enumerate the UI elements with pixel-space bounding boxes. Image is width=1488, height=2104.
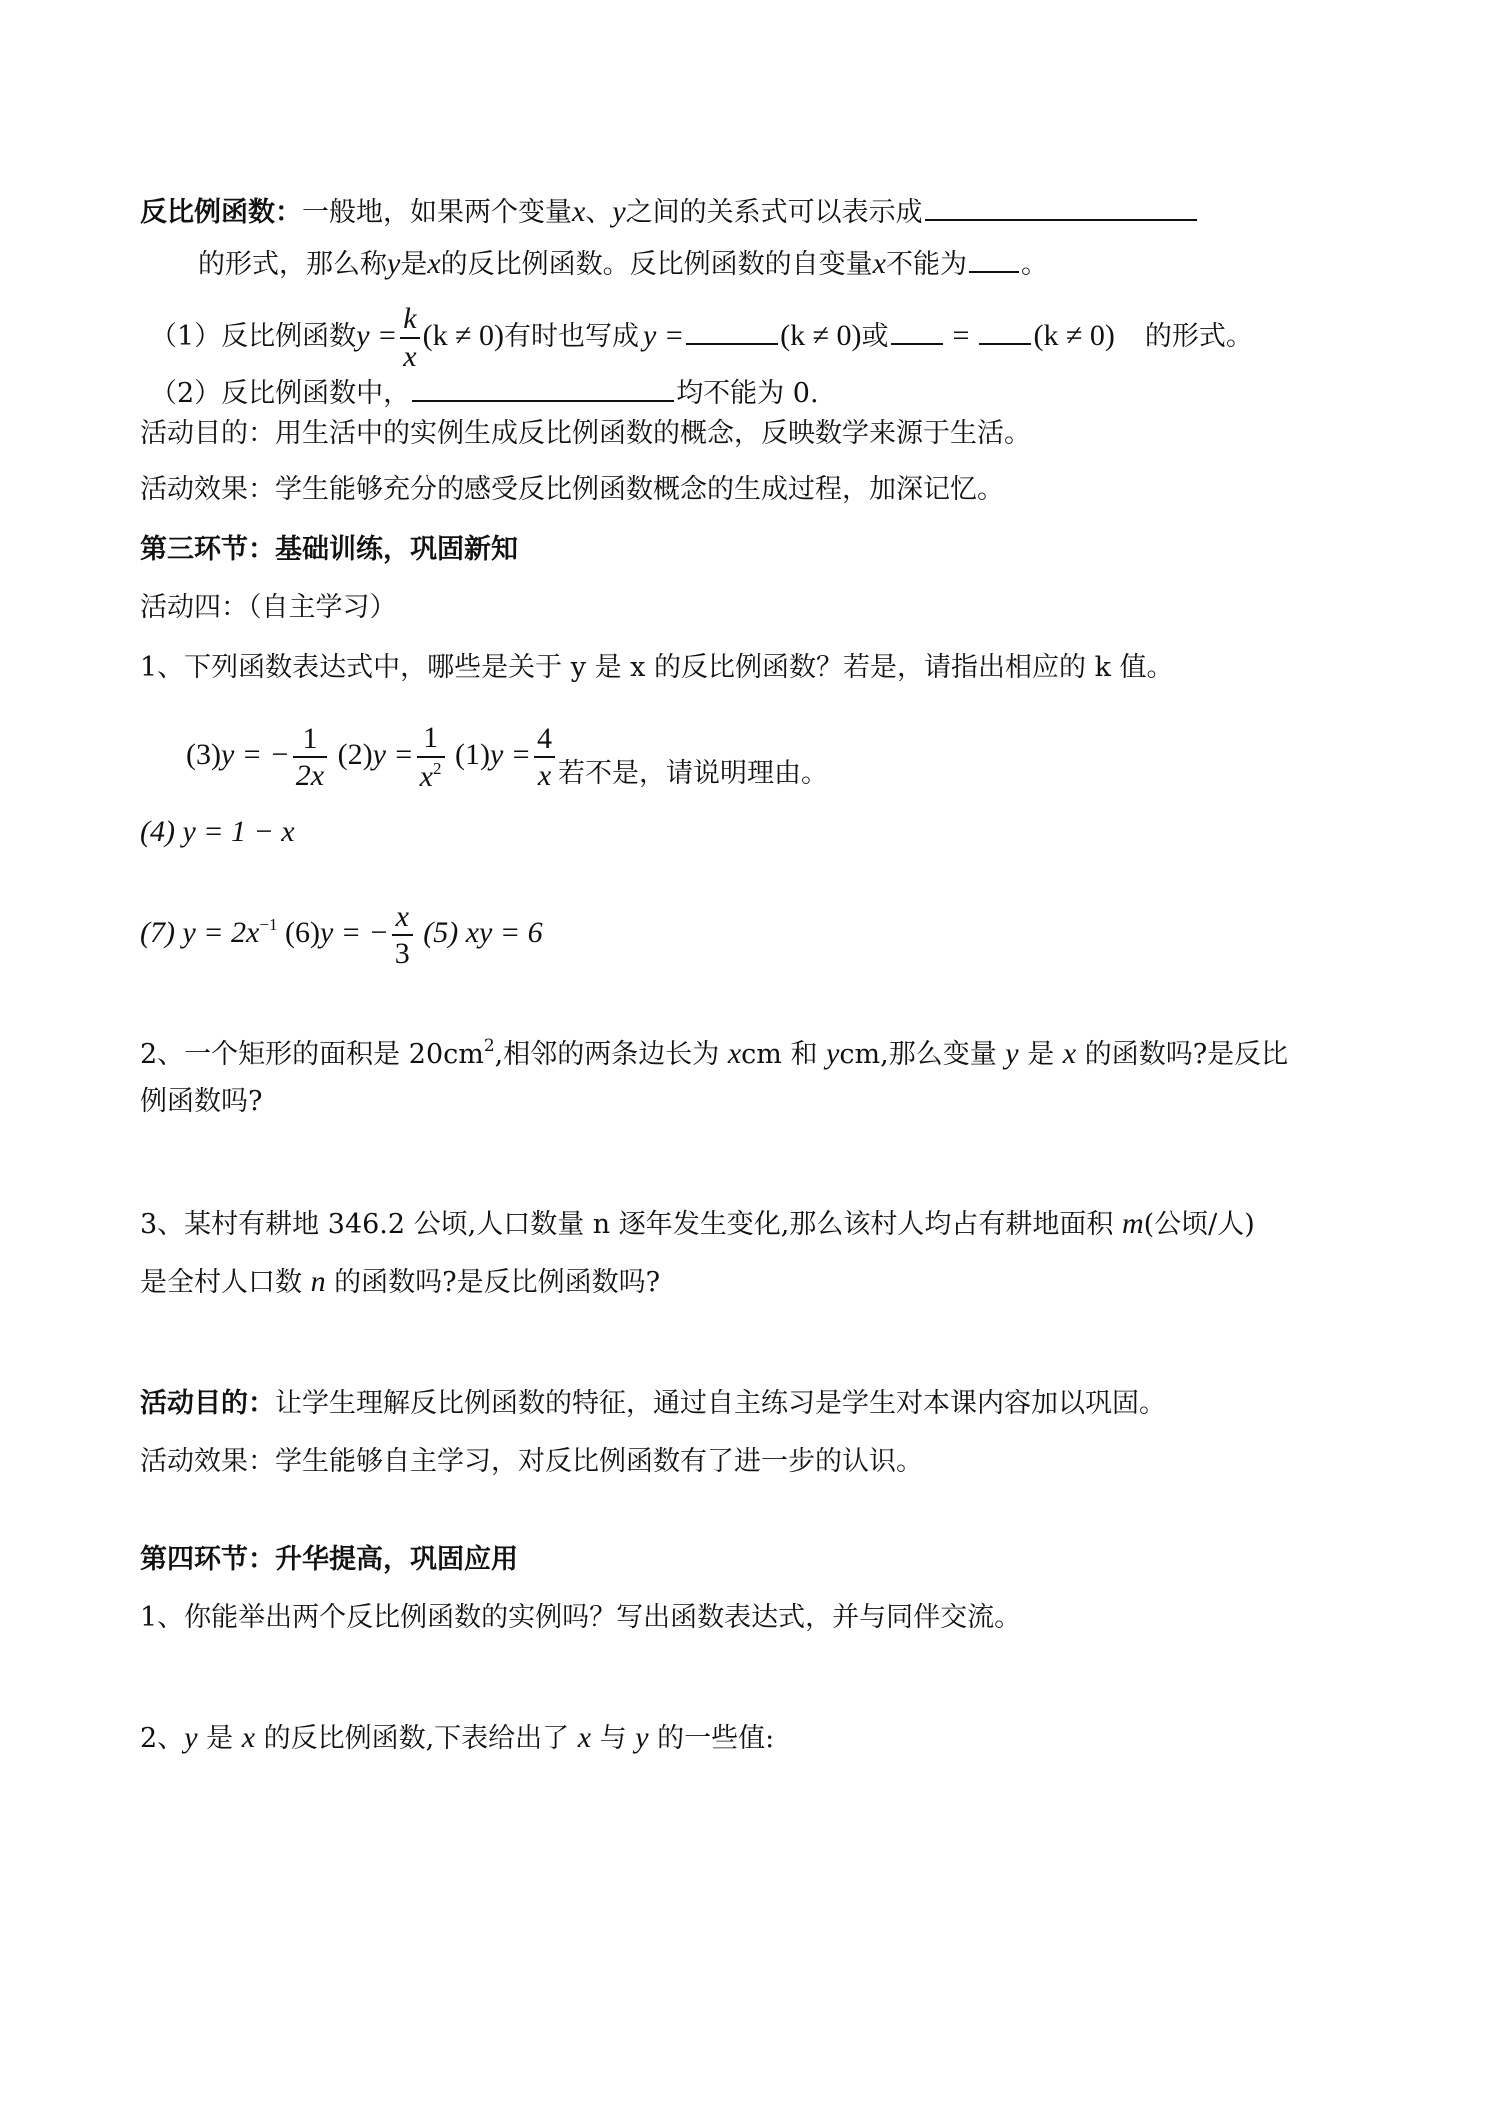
- math-y-eq: y =: [356, 319, 398, 352]
- var-m: m: [1121, 1207, 1144, 1240]
- s4q2-text-a: 2、: [140, 1723, 185, 1754]
- period: 。: [1020, 249, 1048, 280]
- math-condition: (k ≠ 0): [780, 319, 862, 352]
- s4q2-text-e: 的一些值:: [648, 1723, 775, 1754]
- q2-text-b: ,相邻的两条边长为: [494, 1039, 728, 1070]
- fraction-denominator: 3: [394, 937, 410, 971]
- purpose-text: 让学生理解反比例函数的特征，通过自主练习是学生对本课内容加以巩固。: [275, 1388, 1166, 1419]
- question-1: 1、下列函数表达式中，哪些是关于 y 是 x 的反比例函数？若是，请指出相应的 k 值。: [140, 652, 1174, 683]
- expr-3-lhs: y = −: [220, 738, 290, 771]
- activity-effect-1: 活动效果：学生能够充分的感受反比例函数概念的生成过程，加深记忆。: [140, 474, 1004, 505]
- fraction-denominator: [417, 758, 445, 793]
- expr-6-lhs: y = −: [319, 916, 389, 949]
- math-y-eq: y =: [643, 319, 685, 352]
- item-2-prefix: （2）反比例函数中，: [150, 378, 411, 409]
- var-y: y: [1005, 1037, 1019, 1070]
- section-4-heading: 第四环节：升华提高，巩固应用: [140, 1544, 518, 1575]
- s4q2-text-b: 是: [197, 1723, 242, 1754]
- q3-text-c: 是全村人口数: [140, 1267, 311, 1298]
- exponent: 2: [483, 1036, 495, 1056]
- fill-blank-form-2b[interactable]: [979, 317, 1031, 345]
- section-3-heading: 第三环节：基础训练，巩固新知: [140, 534, 518, 565]
- definition-text: 一般地，如果两个变量: [302, 197, 572, 228]
- item-2-suffix: 均不能为 0.: [676, 378, 819, 409]
- var-n: n: [310, 1265, 326, 1298]
- fill-blank-form-1[interactable]: [686, 317, 778, 345]
- var-x: x: [241, 1721, 256, 1754]
- q2-text-d: cm,那么变量: [839, 1039, 1006, 1070]
- fraction-1-over-2x: [293, 723, 327, 792]
- expr-3-label: (3): [186, 738, 221, 771]
- definition-line-1: [140, 192, 1199, 233]
- fraction-numerator: 1: [293, 723, 327, 759]
- expressions-row-1: [186, 710, 828, 819]
- var-y: y: [387, 247, 401, 280]
- q3-text-a: 3、某村有耕地 346.2 公顷,人口数量 n 逐年发生变化,那么该村人均占有耕地面积: [140, 1209, 1122, 1240]
- expressions-row-3: [140, 880, 543, 978]
- var-x: x: [427, 247, 441, 280]
- fraction-4-over-x: [534, 723, 555, 792]
- q2-text-c: cm 和: [741, 1039, 827, 1070]
- fraction-numerator: 4: [534, 723, 555, 759]
- fraction-numerator: 1: [417, 722, 445, 758]
- question-3-line-2: [140, 1262, 660, 1303]
- or-text: 或: [861, 321, 889, 352]
- question-2-line-2: 例函数吗?: [140, 1086, 263, 1117]
- definition-text-6: 不能为: [885, 249, 967, 280]
- var-y: y: [635, 1721, 649, 1754]
- item-2-line: [150, 374, 819, 414]
- fill-blank-restriction[interactable]: [969, 245, 1019, 273]
- q3-text-d: 的函数吗?是反比例函数吗?: [325, 1267, 661, 1298]
- fraction-numerator: x: [392, 901, 413, 937]
- denominator-base: x: [419, 759, 433, 793]
- activity-4-title: 活动四：（自主学习）: [140, 592, 397, 623]
- var-x: x: [1062, 1037, 1077, 1070]
- section-4-question-2: [140, 1718, 774, 1759]
- definition-text-5: 的反比例函数。反比例函数的自变量: [440, 249, 873, 280]
- expr-7: (7) y = 2x: [140, 916, 260, 949]
- var-x: x: [872, 247, 886, 280]
- var-x: x: [577, 1721, 592, 1754]
- expr-2-lhs: y =: [372, 738, 414, 771]
- definition-text-2: 之间的关系式可以表示成: [625, 197, 923, 228]
- math-equals: =: [952, 319, 970, 352]
- expr-6-label: (6): [284, 916, 320, 949]
- definition-text-3: 的形式，那么称: [198, 249, 387, 280]
- activity-purpose-1: 活动目的：用生活中的实例生成反比例函数的概念，反映数学来源于生活。: [140, 418, 1031, 449]
- activity-effect-2: 活动效果：学生能够自主学习，对反比例函数有了进一步的认识。: [140, 1446, 923, 1477]
- fraction-denominator: x: [537, 759, 552, 793]
- expression-4: [140, 812, 295, 852]
- fill-blank-nonzero[interactable]: [412, 374, 674, 402]
- definition-line-2: [198, 244, 1048, 285]
- exponent: −1: [259, 915, 278, 934]
- expr-1-label: (1): [455, 738, 490, 771]
- var-x: x: [572, 195, 586, 228]
- activity-purpose-2: [140, 1384, 1166, 1424]
- item-1-line: [150, 296, 1253, 377]
- purpose-label: 活动目的：: [140, 1388, 275, 1419]
- var-y: y: [184, 1721, 198, 1754]
- exponent: 2: [433, 758, 442, 778]
- var-y: y: [826, 1037, 840, 1070]
- q2-text-e: 是: [1018, 1039, 1063, 1070]
- fraction-k-over-x: [400, 303, 419, 372]
- item-1-suffix: 的形式。: [1144, 321, 1253, 352]
- expr-2-label: (2): [337, 738, 373, 771]
- q2-text-f: 的函数吗?是反比: [1076, 1039, 1289, 1070]
- item-1-mid: 有时也写成: [504, 321, 640, 352]
- var-y: y: [612, 195, 626, 228]
- fraction-1-over-x2: [417, 722, 445, 792]
- math-condition: (k ≠ 0): [422, 319, 505, 352]
- fill-blank-form-2a[interactable]: [891, 317, 943, 345]
- fraction-numerator: k: [400, 303, 419, 339]
- q2-text-a: 2、一个矩形的面积是 20cm: [140, 1039, 484, 1070]
- var-x: x: [727, 1037, 742, 1070]
- reason-prompt: 若不是，请说明理由。: [558, 758, 829, 789]
- item-1-prefix: （1）反比例函数: [150, 321, 357, 352]
- s4q2-text-d: 与: [591, 1723, 636, 1754]
- fraction-denominator: 2x: [295, 759, 325, 793]
- definition-label: 反比例函数：: [140, 197, 302, 228]
- question-3-line-1: [140, 1204, 1255, 1245]
- s4q2-text-c: 的反比例函数,下表给出了: [255, 1723, 578, 1754]
- separator: 、: [585, 197, 613, 228]
- expr-1-lhs: y =: [489, 738, 532, 771]
- expr-4: (4) y = 1 − x: [140, 815, 295, 848]
- question-2-line-1: [140, 1026, 1288, 1075]
- definition-text-4: 是: [400, 249, 428, 280]
- math-condition: (k ≠ 0): [1033, 319, 1115, 352]
- section-4-question-1: 1、你能举出两个反比例函数的实例吗？写出函数表达式，并与同伴交流。: [140, 1602, 1022, 1633]
- fraction-x-over-3: [392, 901, 413, 970]
- expr-5: (5) xy = 6: [423, 916, 543, 949]
- fraction-denominator: x: [403, 339, 417, 373]
- fill-blank-form[interactable]: [925, 193, 1197, 221]
- q3-text-b: (公顷/人): [1143, 1209, 1255, 1240]
